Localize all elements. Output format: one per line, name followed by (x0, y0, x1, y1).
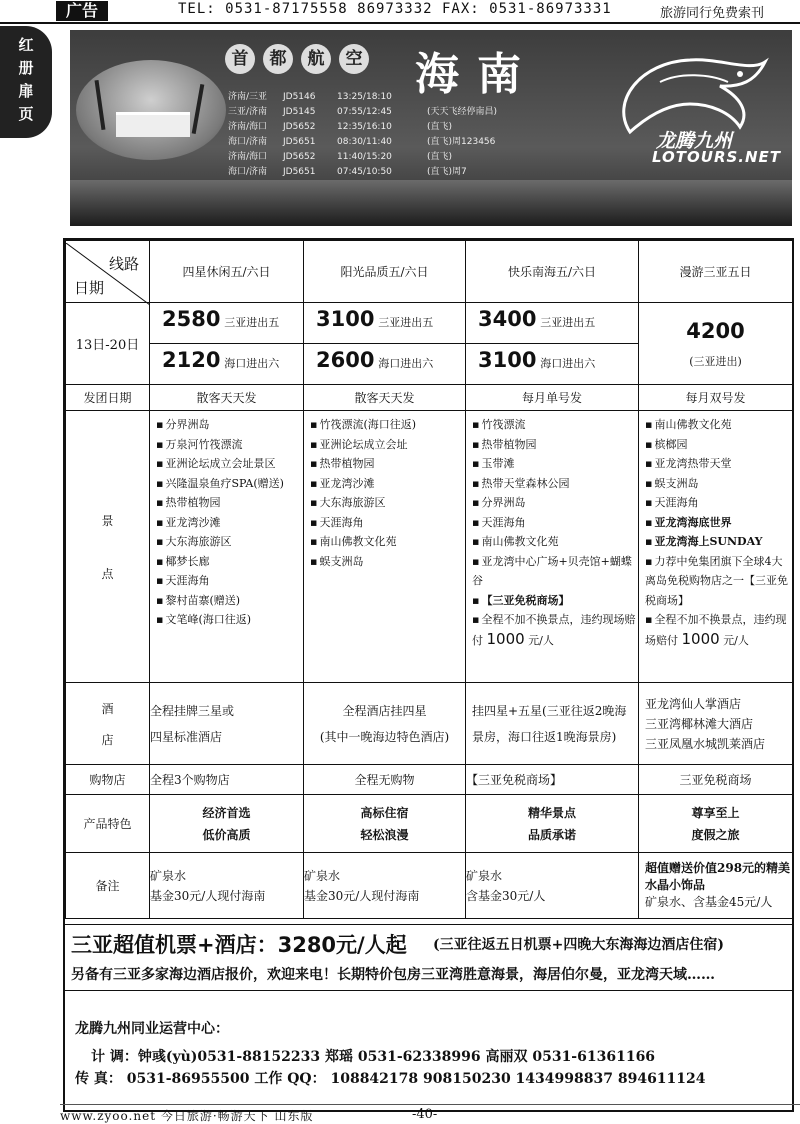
spots-cell (466, 411, 639, 683)
promo-headline: 三亚超值机票+酒店：3280元/人起 (71, 933, 407, 957)
list-item: ▪ 蜈支洲岛 (645, 474, 792, 494)
side-tab-char: 册 (18, 59, 34, 77)
contact-line: TEL: 0531-87175558 86973332 FAX: 0531-86973331 (178, 1, 612, 17)
flight-row: 三亚/济南 JD5145 07:55/12:45 (天天飞经停南昌) (228, 107, 498, 117)
column-header: 快乐南海五/六日 (466, 241, 639, 303)
price-cell: 4200 (三亚进出) (639, 303, 793, 385)
list-item: ▪ 亚龙湾沙滩 (310, 474, 465, 494)
spots-cell (150, 411, 304, 683)
list-item: ▪ 亚龙湾热带天堂 (645, 454, 792, 474)
price-cell: 3400 三亚进出五 3100 海口进出六 (466, 303, 639, 385)
hotel-cell: 亚龙湾仙人掌酒店 三亚湾椰林滩大酒店 三亚凤凰水城凯莱酒店 (639, 683, 793, 765)
side-tab-char: 页 (18, 105, 34, 123)
resort-photo (76, 60, 226, 160)
tour-table (65, 240, 793, 919)
flight-schedule (228, 90, 547, 180)
corner-header (66, 241, 150, 303)
list-item: ▪ 椰梦长廊 (156, 552, 303, 572)
list-item: ▪ 玉带滩 (472, 454, 638, 474)
row-label: 发团日期 (66, 385, 150, 411)
list-item: ▪ 天涯海角 (156, 571, 303, 591)
list-item: ▪ 热带植物园 (310, 454, 465, 474)
shopping-cell: 全程3个购物店 (150, 765, 304, 795)
hotel-cell: 挂四星+五星(三亚往返2晚海 景房，海口往返1晚海景房) (466, 683, 639, 765)
corner-route-label: 线路 (108, 254, 139, 273)
banner-title: 海南 (415, 49, 539, 100)
side-tab-char: 扉 (18, 82, 34, 100)
feature-cell: 高标住宿 轻松浪漫 (304, 795, 466, 853)
row-label: 景 点 (66, 411, 150, 683)
list-item: ▪ 分界洲岛 (472, 493, 638, 513)
flight-row: 海口/济南 JD5651 08:30/11:40 (直飞)周123456 (228, 137, 496, 147)
list-item: ▪ 全程不加不换景点，违约现场赔付 1000 元/人 (645, 610, 792, 650)
spots-cell (304, 411, 466, 683)
promo-line: 另备有三亚多家海边酒店报价，欢迎来电！长期特价包房三亚湾胜意海景，海居伯尔曼，亚龙湾天域…… (71, 967, 715, 983)
price-cell: 2580 三亚进出五 2120 海口进出六 (150, 303, 304, 385)
list-item: ▪ 热带植物园 (156, 493, 303, 513)
tour-table-panel (63, 238, 794, 1112)
spots-cell (639, 411, 793, 683)
date-range: 13日-20日 (66, 303, 150, 385)
departure-cell: 每月双号发 (639, 385, 793, 411)
dispatch-contacts: 计 调：钟彧(yù)0531-88152233 郑瑶 0531-62338996 高丽双 0531-61361166 (91, 1049, 656, 1065)
flight-row: 济南/海口 JD5652 11:40/15:20 (直飞) (228, 152, 453, 162)
column-header: 漫游三亚五日 (639, 241, 793, 303)
shopping-row (66, 765, 793, 795)
list-item: ▪ 亚龙湾海上SUNDAY (645, 532, 792, 552)
flight-row: 海口/济南 JD5651 07:45/10:50 (直飞)周7 (228, 167, 467, 177)
column-header: 阳光品质五/六日 (304, 241, 466, 303)
list-item: ▪ 竹筏漂流 (472, 415, 638, 435)
row-label: 酒 店 (66, 683, 150, 765)
flight-row: 济南/海口 JD5652 12:35/16:10 (直飞) (228, 122, 453, 132)
banner-resort-strip (70, 180, 792, 226)
list-item: ▪ 天涯海角 (310, 513, 465, 533)
price-row (66, 303, 793, 385)
feature-cell: 尊享至上 度假之旅 (639, 795, 793, 853)
side-tab-char: 红 (18, 36, 34, 54)
list-item: ▪ 大东海旅游区 (156, 532, 303, 552)
footer (60, 1104, 800, 1123)
list-item: ▪ 文笔峰(海口往返) (156, 610, 303, 630)
spots-row (66, 411, 793, 683)
list-item: ▪ 亚龙湾中心广场+贝壳馆+蝴蝶谷 (472, 552, 638, 591)
airline-name (225, 44, 369, 74)
list-item: ▪ 力荐中免集团旗下全球4大离岛免税购物店之一【三亚免税商场】 (645, 552, 792, 611)
banner (70, 30, 792, 226)
row-label: 购物店 (66, 765, 150, 795)
list-item: ▪ 蜈支洲岛 (310, 552, 465, 572)
departure-cell: 每月单号发 (466, 385, 639, 411)
hotel-row (66, 683, 793, 765)
feature-cell: 精华景点 品质承诺 (466, 795, 639, 853)
list-item: ▪ 黎村苗寨(赠送) (156, 591, 303, 611)
shopping-cell: 三亚免税商场 (639, 765, 793, 795)
departure-cell: 散客天天发 (304, 385, 466, 411)
corner-date-label: 日期 (74, 278, 105, 297)
list-item: ▪ 亚龙湾沙滩 (156, 513, 303, 533)
flight-row: 济南/三亚 JD5146 13:25/18:10 (228, 92, 392, 102)
list-item: ▪ 万泉河竹筏漂流 (156, 435, 303, 455)
airline-char: 首 (225, 44, 255, 74)
list-item: ▪ 亚龙湾海底世界 (645, 513, 792, 533)
note-cell: 超值赠送价值298元的精美水晶小饰品 矿泉水、含基金45元/人 (639, 853, 793, 919)
price-cell: 3100 三亚进出五 2600 海口进出六 (304, 303, 466, 385)
airline-char: 都 (263, 44, 293, 74)
list-item: ▪ 南山佛教文化苑 (472, 532, 638, 552)
notes-row (66, 853, 793, 919)
airline-char: 空 (339, 44, 369, 74)
side-tab (0, 26, 52, 138)
brand-name-en: LOTOURS.NET (652, 148, 782, 166)
list-item: ▪ 槟榔园 (645, 435, 792, 455)
row-label: 备注 (66, 853, 150, 919)
departure-row (66, 385, 793, 411)
shopping-cell: 【三亚免税商场】 (466, 765, 639, 795)
list-item: ▪ 大东海旅游区 (310, 493, 465, 513)
hotel-cell: 全程酒店挂四星 (其中一晚海边特色酒店) (304, 683, 466, 765)
promo-banner (65, 924, 792, 963)
features-row (66, 795, 793, 853)
note-cell: 矿泉水 基金30元/人现付海南 (304, 853, 466, 919)
ad-tag: 广告 (56, 1, 108, 21)
list-item: ▪ 竹筏漂流(海口往返) (310, 415, 465, 435)
list-item: ▪ 热带植物园 (472, 435, 638, 455)
fax-qq-line: 传 真： 0531-86955500 工作 QQ： 108842178 908150230 1434998837 894611124 (75, 1071, 706, 1087)
list-item: ▪ 热带天堂森林公园 (472, 474, 638, 494)
list-item: ▪ 亚洲论坛成立会址景区 (156, 454, 303, 474)
feature-cell: 经济首选 低价高质 (150, 795, 304, 853)
note-cell: 矿泉水 基金30元/人现付海南 (150, 853, 304, 919)
promo-detail: (三亚往返五日机票+四晚大东海海边酒店住宿) (433, 937, 724, 953)
list-item: ▪ 兴隆温泉鱼疗SPA(赠送) (156, 474, 303, 494)
hotel-cell: 全程挂牌三星或 四星标准酒店 (150, 683, 304, 765)
divider (65, 990, 792, 991)
note-cell: 矿泉水 含基金30元/人 (466, 853, 639, 919)
top-rule (0, 22, 800, 24)
free-index-note: 旅游同行免费索刊 (660, 6, 765, 21)
shopping-cell: 全程无购物 (304, 765, 466, 795)
row-label: 产品特色 (66, 795, 150, 853)
list-item: ▪ 南山佛教文化苑 (645, 415, 792, 435)
list-item: ▪ 天涯海角 (645, 493, 792, 513)
departure-cell: 散客天天发 (150, 385, 304, 411)
table-header-row (66, 241, 793, 303)
page-number: -40- (412, 1107, 438, 1122)
airline-char: 航 (301, 44, 331, 74)
list-item: ▪ 【三亚免税商场】 (472, 591, 638, 611)
column-header: 四星休闲五/六日 (150, 241, 304, 303)
operations-center: 龙腾九州同业运营中心： (75, 1021, 229, 1037)
list-item: ▪ 全程不加不换景点，违约现场赔付 1000 元/人 (472, 610, 638, 650)
list-item: ▪ 分界洲岛 (156, 415, 303, 435)
list-item: ▪ 亚洲论坛成立会址 (310, 435, 465, 455)
footer-site: www.zyoo.net 今日旅游·畅游天下 山东版 (60, 1109, 314, 1123)
list-item: ▪ 南山佛教文化苑 (310, 532, 465, 552)
brand-name-cn: 龙腾九州 (656, 130, 733, 152)
list-item: ▪ 天涯海角 (472, 513, 638, 533)
top-bar (0, 0, 800, 22)
